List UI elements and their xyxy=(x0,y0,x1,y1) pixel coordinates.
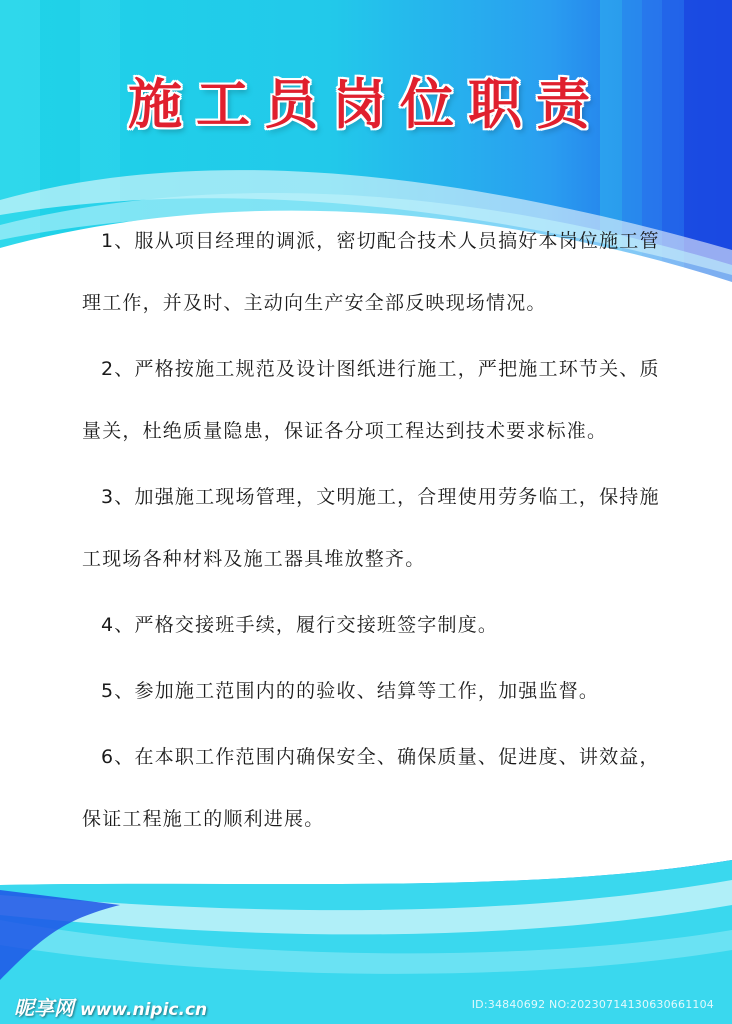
watermark-logo-text: 昵享网 xyxy=(14,996,74,1020)
duty-item-2: 2、严格按施工规范及设计图纸进行施工，严把施工环节关、质量关，杜绝质量隐患，保证各分项工程达到技术要求标准。 xyxy=(82,358,660,442)
duty-item-4: 4、严格交接班手续，履行交接班签字制度。 xyxy=(101,614,499,636)
watermark-id: ID:34840692 NO:20230714130630661104 xyxy=(471,998,714,1011)
duty-item-6: 6、在本职工作范围内确保安全、确保质量、促进度、讲效益，保证工程施工的顺利进展。 xyxy=(82,746,660,830)
duty-item-1: 1、服从项目经理的调派，密切配合技术人员搞好本岗位施工管理工作，并及时、主动向生产安全部反映现场情况。 xyxy=(82,230,660,314)
duty-item-5: 5、参加施工范围内的的验收、结算等工作，加强监督。 xyxy=(101,680,600,702)
duties-list xyxy=(82,210,664,850)
watermark-logo xyxy=(14,992,207,1021)
watermark-url: www.nipic.cn xyxy=(80,1000,208,1020)
duty-item-3: 3、加强施工现场管理，文明施工，合理使用劳务临工，保持施工现场各种材料及施工器具堆放整齐。 xyxy=(82,486,660,570)
page-title: 施工员岗位职责 xyxy=(128,72,604,136)
